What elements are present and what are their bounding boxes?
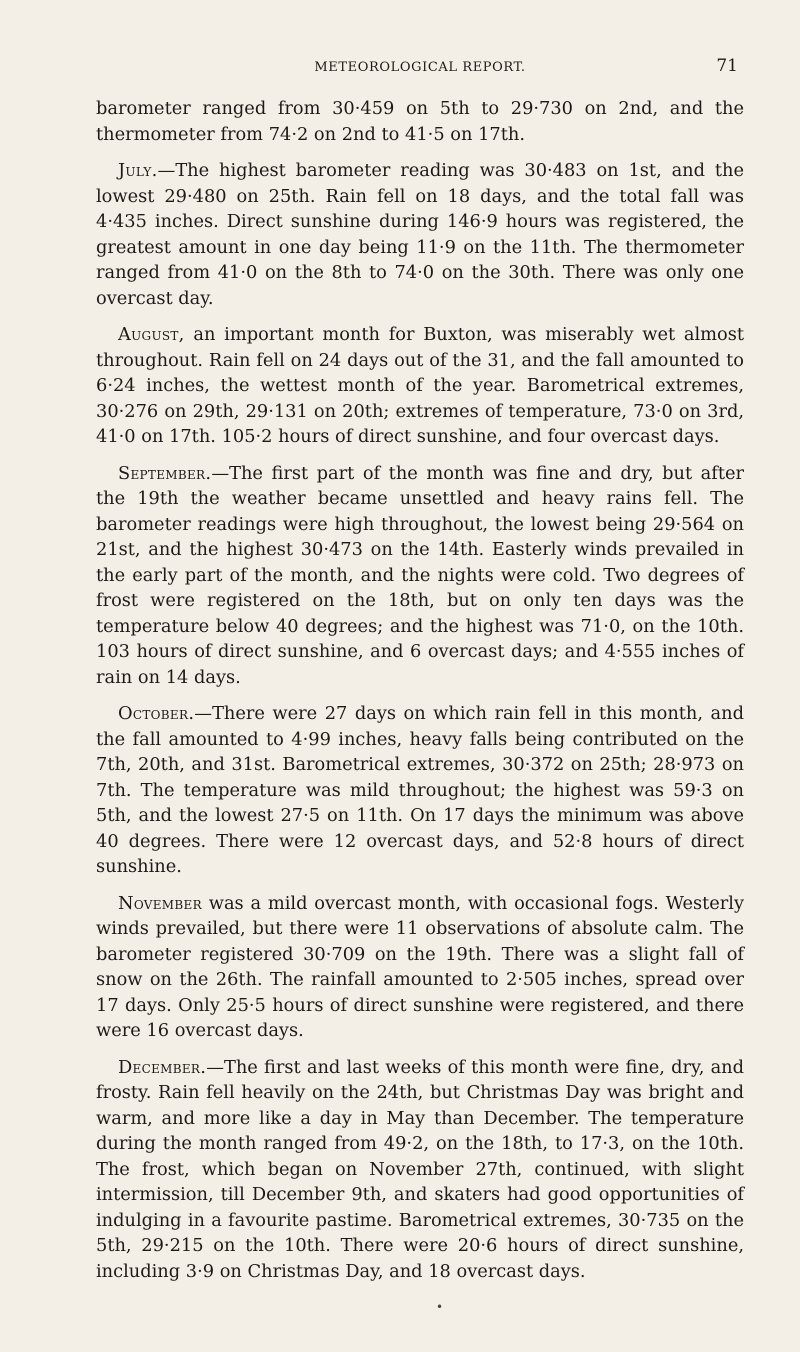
paragraph-text: —The highest barometer reading was 30·483 on 1st, and the lowest 29·480 on 25th. Rain fell on 18 days, and the total fall was 4·435 inches. Direct sunshine during 146·9 hours was registered, the greatest amount in one day being 11·9 on the 11th. The thermometer ranged from 41·0 on the 8th to 74·0 on the 30th. There was only one overcast day. — [96, 160, 744, 309]
paragraph-july — [96, 158, 744, 311]
paragraph-text: was a mild overcast month, with occasional fogs. Westerly winds prevailed, but there were 11 observations of absolute calm. The barometer registered 30·709 on the 19th. There was a slight fall of snow on the 26th. The rainfall amounted to 2·505 inches, spread over 17 days. Only 25·5 hours of direct sunshine were registered, and there were 16 overcast days. — [96, 892, 744, 1041]
ink-mark-icon: • — [436, 1300, 444, 1314]
paragraph-november — [96, 891, 744, 1044]
paragraph-text: —The first and last weeks of this month were fine, dry, and frosty. Rain fell heavily on the 24th, but Christmas Day was bright and warm, and more like a day in May than December. The temperature during the month ranged from 49·2, on the 18th, to 17·3, on the 10th. The frost, which began on November 27th, continued, with slight intermission, till December 9th, and skaters had good opportunities of indulging in a favourite pastime. Barometrical extremes, 30·735 on the 5th, 29·215 on the 10th. There were 20·6 hours of direct sunshine, including 3·9 on Christmas Day, and 18 overcast days. — [96, 1056, 744, 1282]
month-heading-december: December. — [118, 1056, 207, 1078]
page-header — [96, 54, 744, 80]
paragraph-september — [96, 461, 744, 691]
paragraph-text: barometer ranged from 30·459 on 5th to 29·730 on 2nd, and the thermometer from 74·2 on 2nd to 41·5 on 17th. — [96, 98, 744, 145]
report-body — [96, 96, 744, 1295]
month-heading-november: November — [118, 892, 202, 914]
paragraph-text: —The first part of the month was fine and dry, but after the 19th the weather became unsettled and heavy rains fell. The barometer readings were high throughout, the lowest being 29·564 on 21st, and the highest 30·473 on the 14th. Easterly winds prevailed in the early part of the month, and the nights were cold. Two degrees of frost were registered on the 18th, but on only ten days was the temperature below 40 degrees; and the highest was 71·0, on the 10th. 103 hours of direct sunshine, and 6 overcast days; and 4·555 inches of rain on 14 days. — [96, 462, 744, 688]
paragraph-august — [96, 322, 744, 450]
month-heading-july: July. — [118, 160, 158, 181]
paragraph-october — [96, 701, 744, 880]
month-heading-august: August, — [118, 324, 185, 345]
page-number: 71 — [716, 56, 738, 76]
month-heading-september: September. — [118, 462, 212, 484]
paragraph-text: —There were 27 days on which rain fell in this month, and the fall amounted to 4·99 inches, heavy falls being contributed on the 7th, 20th, and 31st. Barometrical extremes, 30·372 on 25th; 28·973 on 7th. The temperature was mild throughout; the highest was 59·3 on 5th, and the lowest 27·5 on 11th. On 17 days the minimum was above 40 degrees. There were 12 overcast days, and 52·8 hours of direct sunshine. — [96, 703, 744, 877]
running-head: METEOROLOGICAL REPORT. — [314, 60, 526, 75]
paragraph-text: an important month for Buxton, was miserably wet almost throughout. Rain fell on 24 days out of the 31, and the fall amounted to 6·24 inches, the wettest month of the year. Barometrical extremes, 30·276 on 29th, 29·131 on 20th; extremes of temperature, 73·0 on 3rd, 41·0 on 17th. 105·2 hours of direct sunshine, and four overcast days. — [96, 324, 744, 447]
paragraph-december — [96, 1055, 744, 1285]
month-heading-october: October. — [118, 703, 195, 724]
paragraph-june-continued — [96, 96, 744, 147]
